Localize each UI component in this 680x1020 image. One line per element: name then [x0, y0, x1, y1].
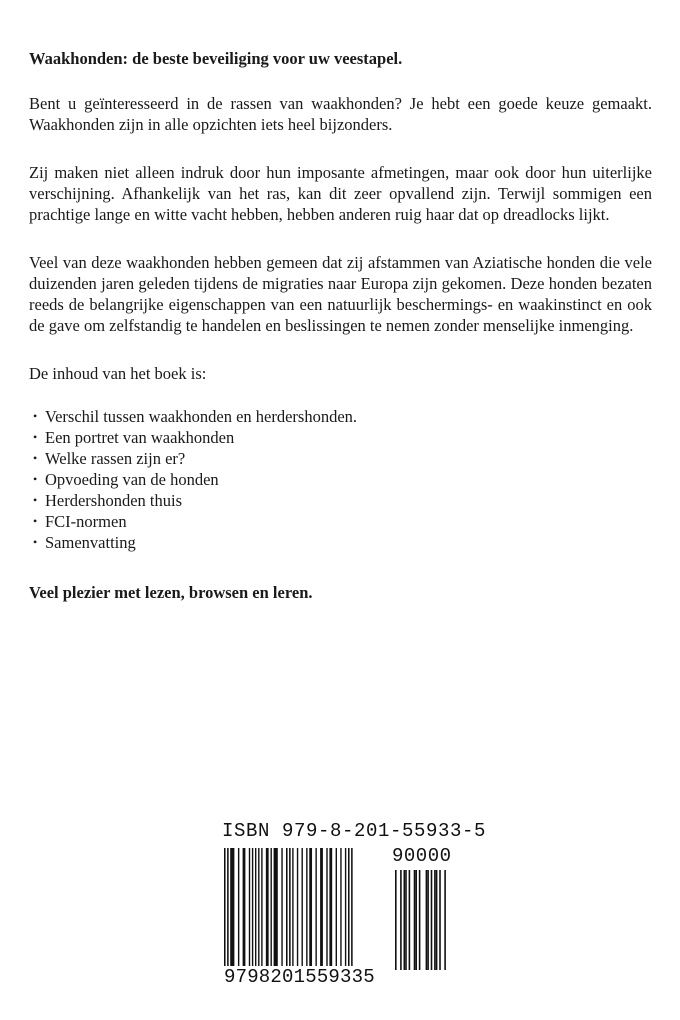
barcode-bar [444, 870, 446, 970]
book-title: Waakhonden: de beste beveiliging voor uw veestapel. [29, 49, 403, 68]
barcode-bar [351, 848, 353, 972]
closing-line: Veel plezier met lezen, browsen en leren. [29, 583, 313, 602]
barcode-bar [439, 870, 441, 970]
barcode-bar [230, 848, 234, 966]
barcode-bar [400, 870, 402, 970]
barcode-bar [336, 848, 337, 966]
barcode-bar [409, 870, 411, 970]
barcode-bar [306, 848, 307, 966]
barcode-bar [415, 870, 417, 970]
barcode-bar [238, 848, 239, 966]
isbn-barcode [220, 820, 487, 990]
barcode-bar [243, 848, 246, 966]
list-item: • Opvoeding van de honden [29, 469, 652, 490]
isbn-label: ISBN 979-8-201-55933-5 [222, 820, 487, 842]
barcode-bar [315, 848, 316, 966]
barcode-bar [431, 870, 433, 970]
ean-digits: 9798201559335 [224, 966, 375, 988]
list-item: • Herdershonden thuis [29, 490, 652, 511]
barcode-bar [274, 848, 278, 966]
addon-digits: 90000 [392, 845, 452, 867]
barcode-bar [427, 870, 429, 970]
barcode-bar [326, 848, 327, 966]
barcode-bar [289, 848, 291, 972]
barcode-bar [426, 870, 428, 970]
list-item: • Welke rassen zijn er? [29, 448, 652, 469]
list-item: • Een portret van waakhonden [29, 427, 652, 448]
back-cover-text [29, 48, 652, 620]
barcode-bar [297, 848, 298, 966]
barcode-bar [266, 848, 269, 966]
barcode-bar [419, 870, 421, 970]
barcode-bar [345, 848, 346, 966]
barcode-bar [436, 870, 438, 970]
barcode-bar [252, 848, 253, 966]
barcode-bar [329, 848, 332, 966]
barcode-bar [340, 848, 341, 966]
barcode-bar [227, 848, 229, 972]
paragraph-appearance: Zij maken niet alleen indruk door hun imposante afmetingen, maar ook door hun uiterlijke verschijning. Afhankelijk van het ras, kan dit zeer opvallend zijn. Terwijl sommigen een prachtige lange en witte vacht hebben, hebben anderen ruig haar dat op dreadlocks lijkt. [29, 163, 652, 224]
list-item: • Samenvatting [29, 532, 652, 553]
barcode-bar [414, 870, 416, 970]
barcode-bar [286, 848, 288, 972]
barcode-bar [395, 870, 397, 970]
barcode-bar [405, 870, 407, 970]
list-item: • FCI-normen [29, 511, 652, 532]
barcode-bar [348, 848, 350, 972]
barcode-bar [249, 848, 250, 966]
barcode-bar [281, 848, 282, 966]
barcode-bar [434, 870, 436, 970]
barcode-bar [320, 848, 323, 966]
barcode-bar [404, 870, 406, 970]
contents-list [29, 406, 652, 553]
barcode-bar [302, 848, 303, 966]
paragraph-origin: Veel van deze waakhonden hebben gemeen dat zij afstammen van Aziatische honden die vele duizenden jaren geleden tijdens de migraties naar Europa zijn gekomen. Deze honden bezaten reeds de belangrijke eigenschappen van een natuurlijk beschermings- en waakinstinct en ook de gave om zelfstandig te handelen en beslissingen te nemen zonder menselijke inmenging. [29, 253, 652, 335]
barcode-bar [261, 848, 262, 966]
paragraph-intro: Bent u geïnteresseerd in de rassen van waakhonden? Je hebt een goede keuze gemaakt. Waakhonden zijn in alle opzichten iets heel bijzonders. [29, 94, 652, 134]
barcode-bar [255, 848, 256, 966]
barcode-bar [271, 848, 272, 966]
barcode-bar [224, 848, 226, 972]
barcode-bar [292, 848, 293, 966]
contents-intro: De inhoud van het boek is: [29, 364, 207, 383]
barcode-bar [309, 848, 312, 966]
barcode-bar [258, 848, 259, 966]
list-item: • Verschil tussen waakhonden en herdershonden. [29, 406, 652, 427]
